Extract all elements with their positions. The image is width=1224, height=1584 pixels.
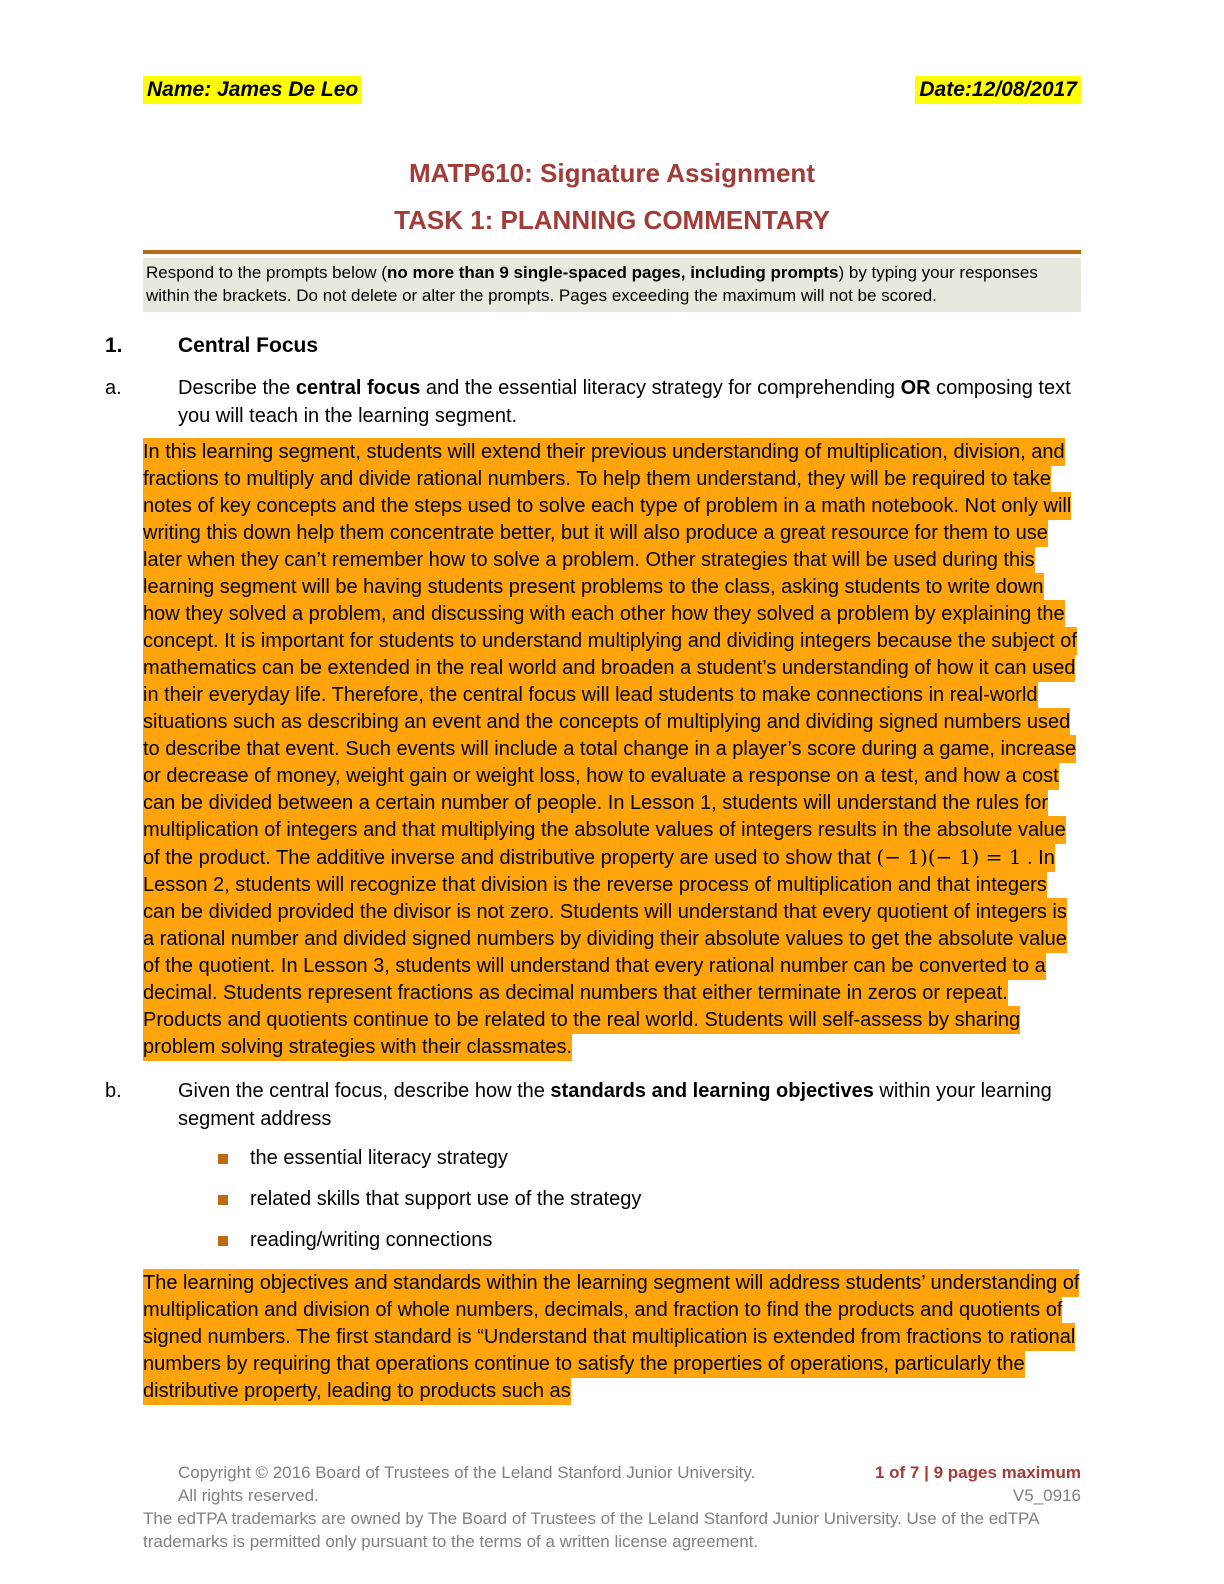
rights-text: All rights reserved. <box>178 1486 319 1505</box>
response-b <box>143 1270 1081 1405</box>
bullet-text: the essential literacy strategy <box>250 1147 508 1169</box>
instructions-text-bold: no more than 9 single-spaced pages, including prompts <box>386 263 839 282</box>
list-item <box>218 1147 1081 1170</box>
section-1-heading <box>105 334 1081 358</box>
footer-row-2 <box>143 1484 1081 1507</box>
prompt-b-text-2: within your learning segment address <box>178 1080 1052 1130</box>
trademark-text: The edTPA trademarks are owned by The Board of Trustees of the Leland Stanford Junior University. Use of the edTPA trademarks is permitted only pursuant to the terms of a written license agreement. <box>143 1509 1039 1551</box>
name-field: Name: James De Leo <box>143 76 362 104</box>
prompt-a-text-3: composing text you will teach in the learning segment. <box>178 377 1071 427</box>
task-title: TASK 1: PLANNING COMMENTARY <box>394 205 830 235</box>
square-bullet-icon <box>218 1195 228 1205</box>
section-1-number: 1. <box>105 334 123 357</box>
square-bullet-icon <box>218 1236 228 1246</box>
page-number: 1 of 7 | 9 pages maximum <box>874 1463 1081 1482</box>
section-1-title: Central Focus <box>178 334 319 357</box>
square-bullet-icon <box>218 1154 228 1164</box>
version-label: V5_0916 <box>1012 1486 1081 1505</box>
copyright-text: Copyright © 2016 Board of Trustees of the Leland Stanford Junior University. <box>178 1463 756 1482</box>
bullet-text: related skills that support use of the strategy <box>250 1188 642 1210</box>
math-expression: (− 1)(− 1) = 1 <box>876 845 1022 869</box>
prompt-a-bold-2: OR <box>900 377 931 399</box>
prompt-a <box>105 374 1081 430</box>
prompt-b-text-1: Given the central focus, describe how the <box>178 1080 551 1102</box>
instructions-text-pre: Respond to the prompts below ( <box>146 263 387 282</box>
document-title: MATP610: Signature Assignment <box>409 158 815 188</box>
prompt-b <box>105 1077 1081 1133</box>
page-footer <box>143 1461 1081 1553</box>
footer-row-1 <box>143 1461 1081 1484</box>
horizontal-rule <box>143 250 1081 254</box>
prompt-b-letter: b. <box>105 1080 122 1102</box>
instructions-box <box>143 258 1081 312</box>
prompt-a-text-2: and the essential literacy strategy for comprehending <box>420 377 901 399</box>
prompt-a-letter: a. <box>105 377 122 399</box>
response-a-text-1: In this learning segment, students will extend their previous understanding of multiplication, division, and fractions to multiply and divide rational numbers. To help them understand, they will be required to take notes of key concepts and the steps used to solve each type of problem in a math notebook. Not only will writing this down help them concentrate better, but it will also produce a great resource for them to use later when they can’t remember how to solve a problem. Other strategies that will be used during this learning segment will be having students present problems to the class, asking students to write down how they solved a problem, and discussing with each other how they solved a problem by explaining the concept. It is important for students to understand multiplying and dividing integers because the subject of mathematics can be extended in the real world and broaden a student’s understanding of how it can used in their everyday life. Therefore, the central focus will lead students to make connections in real-world situations such as describing an event and the concepts of multiplying and dividing signed numbers used to describe that event. Such events will include a total change in a player’s score during a game, increase or decrease of money, weight gain or weight loss, how to evaluate a response on a test, and how a cost can be divided between a certain number of people. In Lesson 1, students will understand the rules for multiplication of integers and that multiplying the absolute values of integers results in the absolute value of the product. The additive inverse and distributive property are used to show that <box>143 441 1077 869</box>
instructions-text-post: ) by typing your responses within the brackets. Do not delete or alter the prompts. Pages exceeding the maximum will not be scored. <box>146 263 1038 305</box>
response-a <box>143 439 1081 1061</box>
date-field: Date:12/08/2017 <box>915 76 1081 104</box>
prompt-a-bold-1: central focus <box>295 377 421 399</box>
document-header <box>143 0 1081 104</box>
response-b-highlighted-text: The learning objectives and standards within the learning segment will address students’ understanding of multiplication and division of whole numbers, decimals, and fraction to find the products and quotients of signed numbers. The first standard is “Understand that multiplication is extended from fractions to rational numbers by requiring that operations continue to satisfy the properties of operations, particularly the distributive property, leading to products such as <box>143 1269 1079 1405</box>
list-item <box>218 1188 1081 1211</box>
list-item <box>218 1229 1081 1252</box>
prompt-b-bold: standards and learning objectives <box>550 1080 874 1102</box>
prompt-a-text-1: Describe the <box>178 377 296 399</box>
response-a-highlighted-text <box>143 438 1077 1061</box>
response-a-text-2: . In Lesson 2, students will recognize that division is the reverse process of multiplication and that integers can be divided provided the divisor is not zero. Students will understand that every quotient of integers is a rational number and divided signed numbers by dividing their absolute values to get the absolute value of the quotient. In Lesson 3, students will understand that every rational number can be converted to a decimal. Students represent fractions as decimal numbers that either terminate in zeros or repeat. Products and quotients continue to be related to the real world. Students will self-assess by sharing problem solving strategies with their classmates. <box>143 847 1067 1058</box>
bullet-text: reading/writing connections <box>250 1229 493 1251</box>
prompt-b-bullet-list <box>218 1147 1081 1252</box>
